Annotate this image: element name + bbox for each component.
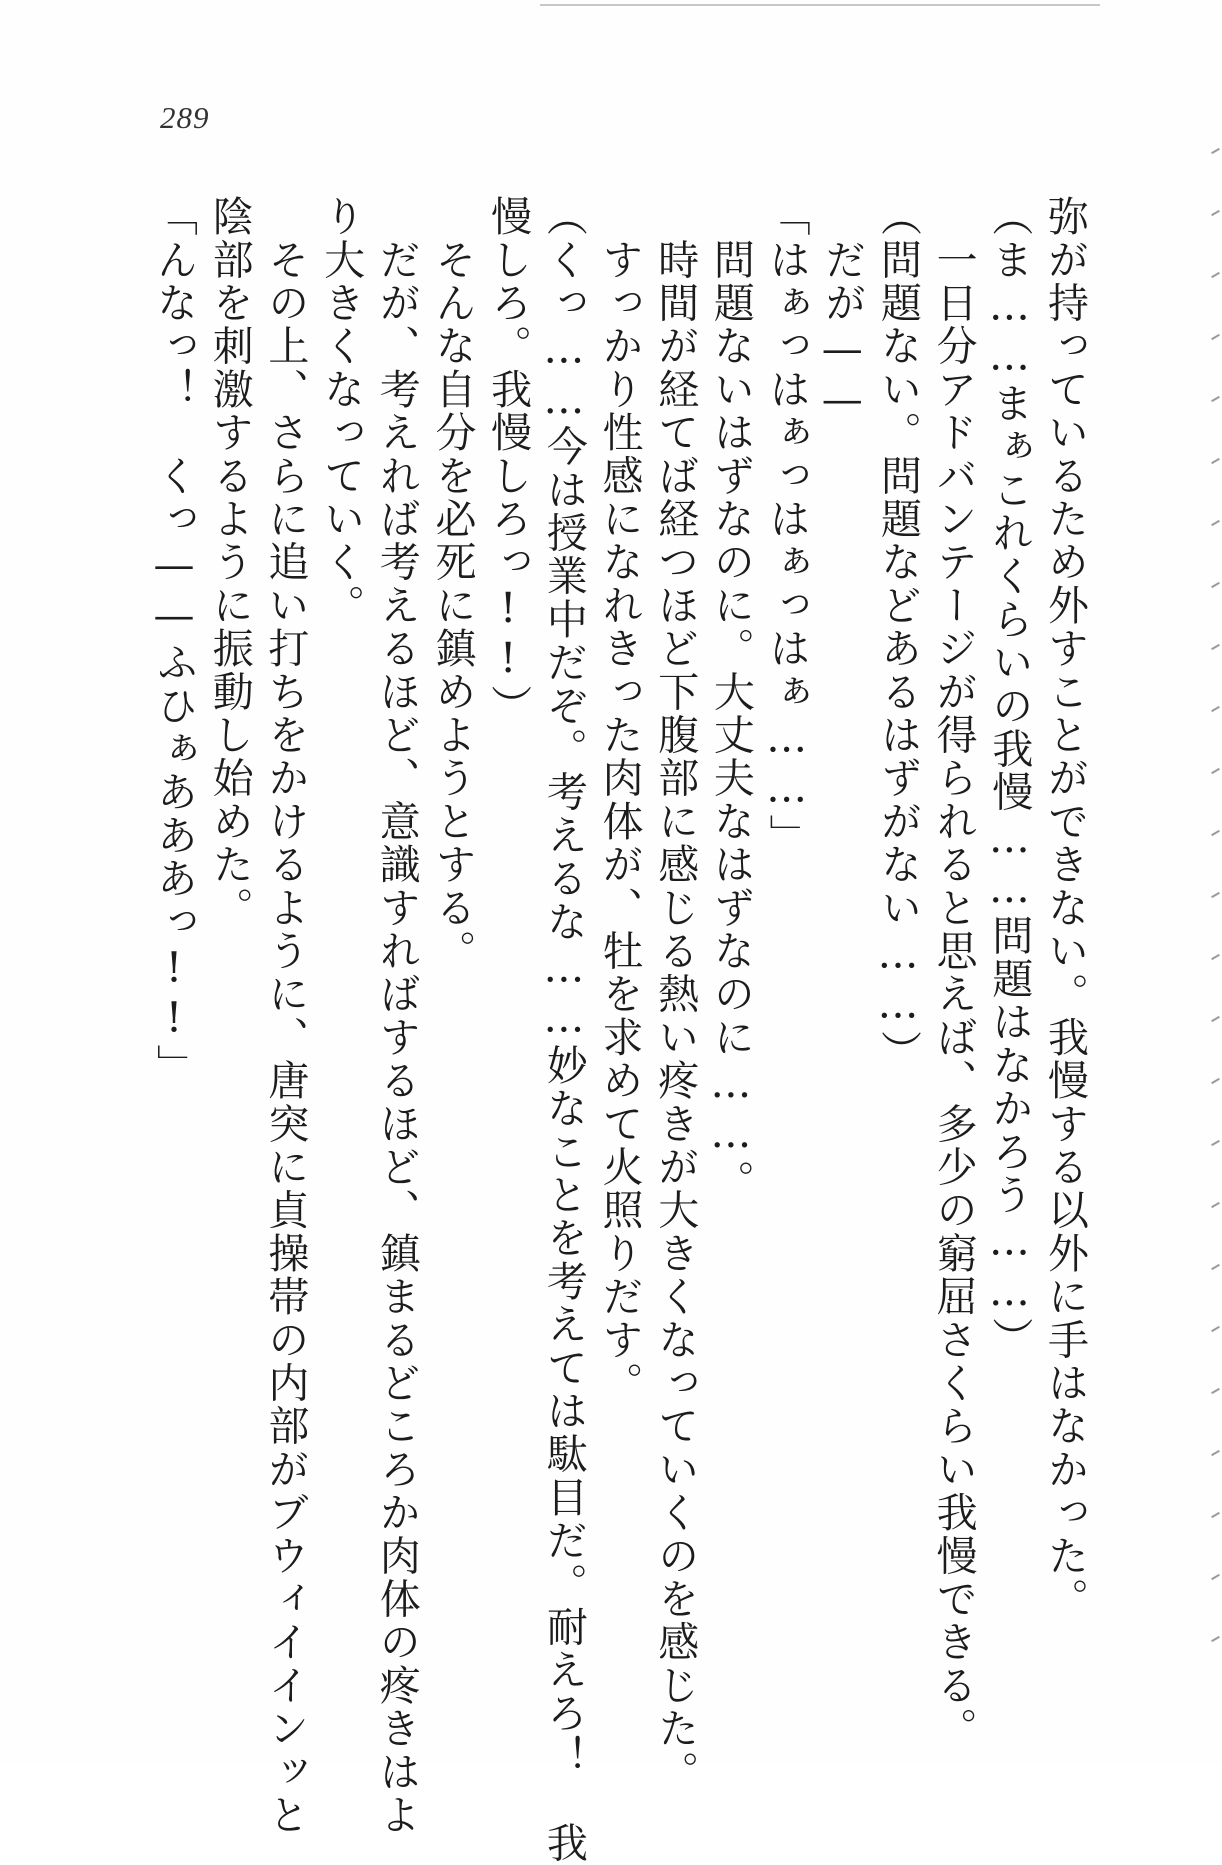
edge-tick xyxy=(1211,830,1220,836)
edge-tick xyxy=(1211,334,1220,340)
text-line: 陰部を刺激するように振動し始めた。 xyxy=(205,195,254,930)
edge-tick xyxy=(1211,1326,1220,1332)
text-line: り大きくなっていく。 xyxy=(317,195,366,627)
text-line: 「はぁっはぁっはぁっはぁ……」 xyxy=(762,195,811,857)
text-line: （問題ない。問題などあるはずがない……） xyxy=(873,195,922,1073)
edge-tick xyxy=(1211,1016,1220,1022)
text-line: 一日分アドバンテージが得られると思えば、多少の窮屈さくらい我慢できる。 xyxy=(929,195,978,1751)
text-line: （くっ……今は授業中だぞ。考えるな……妙なことを考えては駄目だ。耐えろ！ 我 xyxy=(539,195,588,1865)
edge-tick xyxy=(1211,210,1220,216)
edge-tick xyxy=(1211,458,1220,464)
vertical-text-block xyxy=(150,195,1089,1865)
text-line: 慢しろ。我慢しろっ!!） xyxy=(484,195,533,728)
edge-tick xyxy=(1211,892,1220,898)
text-line: そんな自分を必死に鎮めようとする。 xyxy=(428,195,477,973)
text-line: その上、さらに追い打ちをかけるように、唐突に貞操帯の内部がブウィイインッと xyxy=(261,195,310,1837)
edge-tick xyxy=(1211,1140,1220,1146)
text-line: だが、考えれば考えるほど、意識すればするほど、鎮まるどころか肉体の疼きはよ xyxy=(372,195,421,1837)
edge-tick xyxy=(1211,272,1220,278)
page-number: 289 xyxy=(160,100,210,135)
top-edge-rule xyxy=(540,0,1100,6)
text-line: 時間が経てば経つほど下腹部に感じる熱い疼きが大きくなっていくのを感じた。 xyxy=(651,195,700,1794)
text-line: だが—— xyxy=(818,195,867,425)
edge-tick xyxy=(1211,1450,1220,1456)
edge-tick xyxy=(1211,1388,1220,1394)
edge-tick xyxy=(1211,644,1220,650)
edge-tick xyxy=(1211,148,1220,154)
edge-tick xyxy=(1211,1574,1220,1580)
edge-tick xyxy=(1211,1512,1220,1518)
edge-tick xyxy=(1211,520,1220,526)
text-line: 「んなっ！ くっ——ふひぁあああっ!!」 xyxy=(150,195,198,1087)
edge-tick xyxy=(1211,1636,1220,1642)
text-line: 問題ないはずなのに。大丈夫なはずなのに……。 xyxy=(706,195,755,1203)
edge-tick xyxy=(1211,954,1220,960)
text-line: すっかり性感になれきった肉体が、牡を求めて火照りだす。 xyxy=(595,195,644,1405)
edge-tick xyxy=(1211,706,1220,712)
text-line: 弥が持っているため外すことができない。我慢する以外に手はなかった。 xyxy=(1041,195,1089,1621)
edge-tick xyxy=(1211,768,1220,774)
edge-tick xyxy=(1211,1078,1220,1084)
edge-tick xyxy=(1211,396,1220,402)
page-edge-ticks xyxy=(1208,150,1222,1710)
edge-tick xyxy=(1211,1264,1220,1270)
text-line: （ま……まぁこれくらいの我慢……問題はなかろう……） xyxy=(985,195,1034,1361)
edge-tick xyxy=(1211,1202,1220,1208)
edge-tick xyxy=(1211,582,1220,588)
